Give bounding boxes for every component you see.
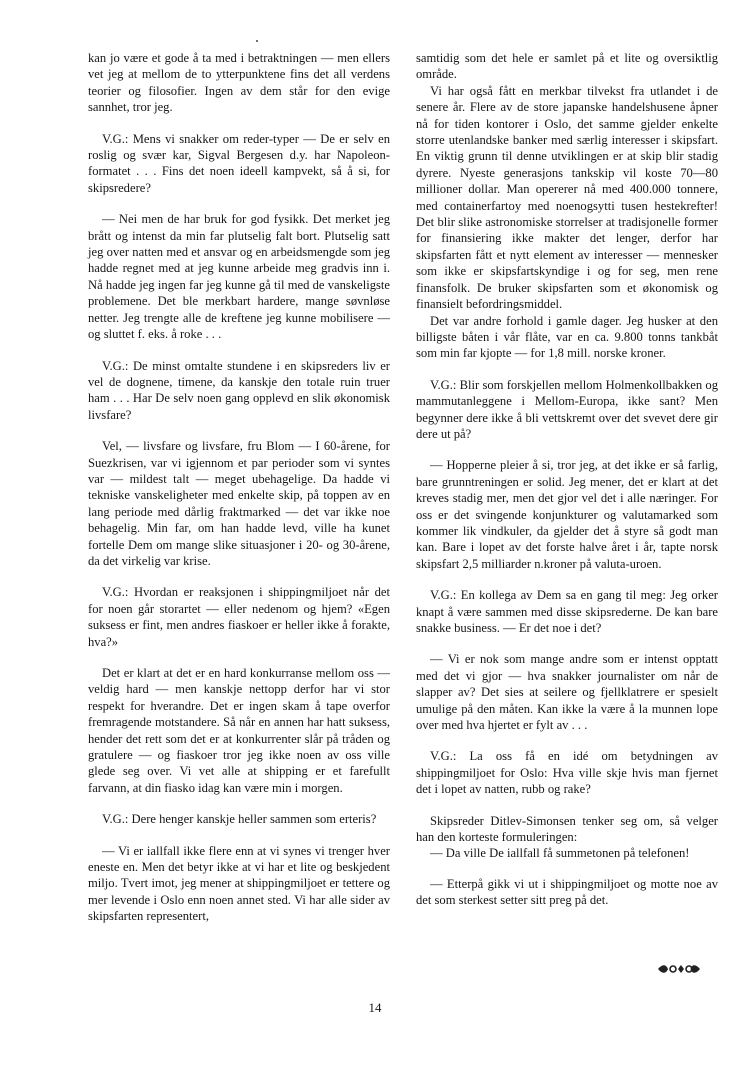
paragraph: V.G.: Hvordan er reaksjonen i shippingmiljoet når det for noen går storartet — eller nedenom og hjem? «Egen suksess er fint, men andres fiaskoer er heller ikke å forakte, hva?»: [88, 585, 390, 649]
paragraph: Det er klart at det er en hard konkurranse mellom oss — veldig hard — men kanskje nettopp derfor har vi stor respekt for hverandre. Det er ingen skam å tape overfor fremragende motstandere. Så når en annen har hatt suksess, hender det rett som det er at konkurrenter slår på tråden og gratulere — og fiaskoer tror jeg ikke noen av oss ville glede seg over. Vi vet alle at shipping er et farefullt farvann, at din fiasko idag kan være min i morgen.: [88, 666, 390, 795]
paragraph: — Da ville De iallfall få summetonen på telefonen!: [430, 846, 690, 861]
paragraph: V.G.: Dere henger kanskje heller sammen som erteris?: [102, 812, 377, 827]
paragraph: kan jo være et gode å ta med i betraktningen — men ellers vet jeg at mellom de to ytterpunktene fins det all verdens teorier og filosofier. Ingen av dem står for den evige sannhet, tror jeg.: [88, 51, 390, 115]
right-column: [416, 50, 718, 924]
paragraph: — Vi er nok som mange andre som er intenst opptatt med det vi gjor — hva snakker journalister om når de slapper av? Det sies at seilere og fjellklatrere er spesielt umulige på den måten. Kan ikke la være å la munnen lope over med hva hjertet er fylt av . . .: [416, 652, 718, 733]
page-number: 14: [368, 1000, 382, 1015]
paragraph: Det var andre forhold i gamle dager. Jeg husker at den billigste båten i vår flåte, var en ca. 9.800 tonns tankbåt som min far kjopte — for 1,8 mill. norske kroner.: [416, 313, 718, 361]
print-speck: [256, 40, 258, 42]
left-column: [88, 50, 390, 940]
paragraph: V.G.: Mens vi snakker om reder-typer — De er selv en roslig og svær kar, Sigval Bergesen d.y. har Napoleon-formatet . . . Fins det noen ideell kampvekt, så å si, for skipsredere?: [88, 131, 390, 195]
paragraph: samtidig som det hele er samlet på et lite og oversiktlig område.: [416, 51, 718, 82]
paragraph: V.G.: Blir som forskjellen mellom Holmenkollbakken og mammutanleggene i Mellom-Europa, ikke sant? Men begynner dere ikke å bli vettskremt over det svevet dere gir dere ut på?: [416, 377, 718, 441]
paragraph: Vel, — livsfare og livsfare, fru Blom — I 60-årene, for Suezkrisen, var vi igjennom et par perioder som vi syntes var — mildest talt — meget ubehagelige. Da hadde vi tekniske vanskeligheter med enkelte skip, på toppen av en lang periode med dårlig fraktmarked — det var ikke noe behagelig. Min far, om han hadde levd, ville ha kunet fortelle Dem om mange slike situasjoner i 20- og 30-årene, da det virkelig var krise.: [88, 439, 390, 568]
paragraph: — Nei men de har bruk for god fysikk. Det merket jeg brått og intenst da min far plutselig falt bort. Plutselig satt jeg over natten med et ansvar og en arbeidsmengde som jeg hadde regnet med at jeg kunne arbeide meg gradvis inn i. Nå hadde jeg ingen far jeg kunne gå til med de vanskeligste problemene. Det ble merkbart hardere, mange søvnløse netter. Jeg trengte alle de kreftene jeg kunne mobilisere — og sluttet f. eks. å roke . . .: [88, 212, 390, 342]
paragraph: Skipsreder Ditlev-Simonsen tenker seg om, så velger han den korteste formuleringen:: [416, 813, 718, 845]
paragraph: — Etterpå gikk vi ut i shippingmiljoet og motte noe av det som sterkest setter sitt preg på det.: [416, 876, 718, 908]
paragraph: V.G.: En kollega av Dem sa en gang til meg: Jeg orker knapt å være sammen med disse skipsrederne. De kan bare snakke business. — Er det noe i det?: [416, 588, 718, 635]
end-of-article-ornament-icon: [656, 963, 702, 975]
paragraph: V.G.: La oss få en idé om betydningen av shippingmiljoet for Oslo: Hva ville skje hvis man fjernet det i lopet av natten, rubb og rake?: [416, 749, 718, 797]
paragraph: — Vi er iallfall ikke flere enn at vi synes vi trenger hver eneste en. Men det betyr ikke at vi har et lite og beskjedent miljo. Tvert imot, jeg mener at shippingmiljoet er tettere og mer levende i Oslo enn noen annet sted. Vi har alle sider av skipsfarten representert,: [88, 843, 390, 924]
paragraph: — Hopperne pleier å si, tror jeg, at det ikke er så farlig, bare grunntreningen er solid. Jeg mener, det er klart at det kreves stadig mer, men det gjor vel det i alle næringer. For oss er det svingende konjunkturer og valutamarked som kommer lik vindkuler, da gjelder det å styre så godt man kan. Bare i lopet av det forste halve året i år, tapte norsk skipsfart 2,5 milliarder n.kroner på valuta-uroen.: [416, 458, 718, 571]
paragraph: Vi har også fått en merkbar tilvekst fra utlandet i de senere år. Flere av de store japanske handelshusene åpner nå for tiden kontorer i Oslo, det samme gjelder enkelte storre utenlandske banker med særlig interesser i skipsfart. En viktig grunn til denne utviklingen er at skip blir stadig dyrere. Nyeste generasjons tankskip vil koste 70—80 millioner dollar. Man opererer nå med 400.000 tonnere, med containerfartoy med noenogsytti tusen hestekrefter! Det blir slike astronomiske storrelser at tradisjonelle former for finansiering ikke makter det lenger, derfor har skipsfarten fått et nytt element av interesser — mennesker som ikke er skipsfartskyndige i og for seg, men rene finansfolk. De bruker skipsfarten som et økonomisk og finansielt befordringsmiddel.: [416, 83, 718, 312]
paragraph: V.G.: De minst omtalte stundene i en skipsreders liv er vel de dognene, timene, da kanskje den totale ruin truer ham . . . Har De selv noen gang opplevd en slik økonomisk livsfare?: [88, 358, 390, 422]
